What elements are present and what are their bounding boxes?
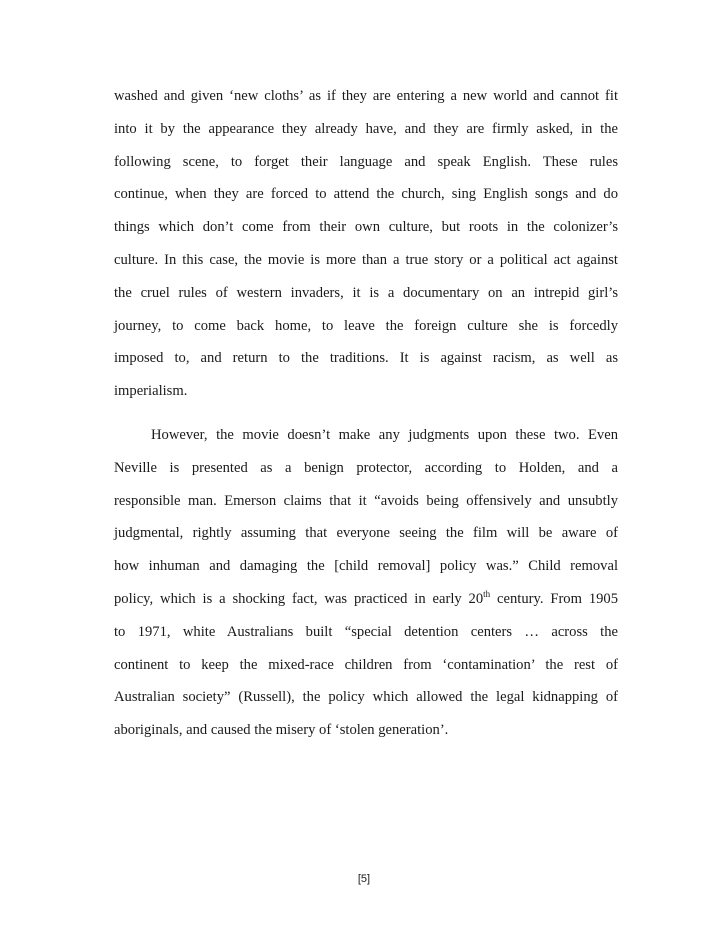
text-line: washed and given ‘new cloths’ as if they are entering a new world and cannot fit [114, 88, 618, 104]
text-line: into it by the appearance they already have, and they are firmly asked, in the [114, 120, 618, 137]
text-line: aboriginals, and caused the misery of ‘stolen generation’. [114, 722, 449, 739]
ordinal-superscript: th [483, 588, 491, 599]
text-line: judgmental, rightly assuming that everyone seeing the film will be aware of [114, 525, 618, 542]
text-line: to 1971, white Australians built “special detention centers … across the [114, 623, 618, 640]
text-line: imperialism. [114, 383, 188, 400]
text-line: responsible man. Emerson claims that it “avoids being offensively and unsubtly [114, 492, 618, 509]
page-number: [5] [357, 873, 371, 885]
paragraph-2 [114, 419, 618, 747]
line-text-after-superscript: century. From 1905 [490, 590, 619, 607]
text-line: continue, when they are forced to attend the church, sing English songs and do [114, 186, 618, 203]
paragraph-gap [114, 408, 618, 419]
body-text [114, 80, 618, 747]
paragraph-1 [114, 80, 618, 408]
text-line: following scene, to forget their language and speak English. These rules [114, 153, 618, 170]
text-line: imposed to, and return to the traditions. It is against racism, as well as [114, 350, 618, 367]
text-line: the cruel rules of western invaders, it is a documentary on an intrepid girl’s [114, 284, 618, 301]
text-line: things which don’t come from their own culture, but roots in the colonizer’s [114, 219, 618, 236]
text-line: Neville is presented as a benign protector, according to Holden, and a [114, 459, 618, 476]
text-line-with-superscript [114, 583, 618, 616]
text-line: culture. In this case, the movie is more than a true story or a political act against [114, 251, 618, 268]
text-line: how inhuman and damaging the [child removal] policy was.” Child removal [114, 558, 618, 575]
text-line: continent to keep the mixed-race children from ‘contamination’ the rest of [114, 656, 618, 673]
text-line: Australian society” (Russell), the policy which allowed the legal kidnapping of [114, 689, 618, 706]
text-line: journey, to come back home, to leave the foreign culture she is forcedly [114, 317, 618, 334]
text-line: However, the movie doesn’t make any judgments upon these two. Even [151, 426, 618, 443]
line-text-before-superscript: policy, which is a shocking fact, was practiced in early 20 [114, 590, 484, 607]
